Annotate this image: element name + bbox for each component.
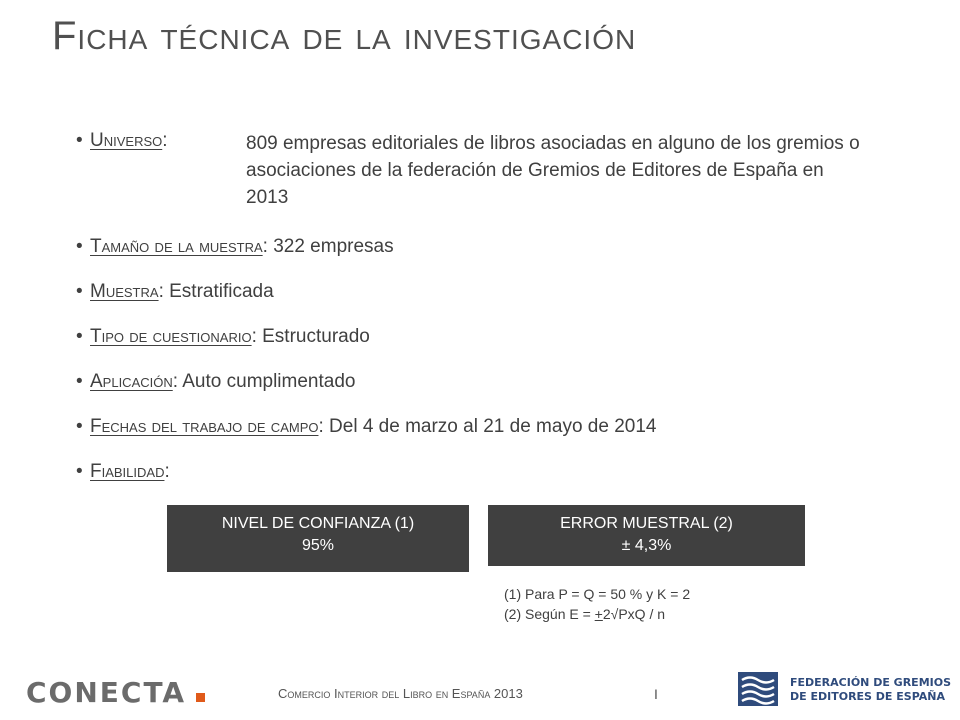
footnote-1: (1) Para P = Q = 50 % y K = 2 [504, 586, 691, 602]
value-tamano: : 322 empresas [262, 236, 394, 257]
label-fiabilidad: Fiabilidad [90, 461, 165, 482]
federation-logo-icon [738, 672, 778, 711]
label-muestra: Muestra [90, 281, 159, 302]
value-muestra: : Estratificada [158, 281, 274, 302]
conecta-logo: CONECTA [26, 676, 187, 709]
label-fechas: Fechas del trabajo de campo [90, 416, 319, 437]
label-tipo: Tipo de cuestionario [90, 326, 252, 347]
label-universo: Universo [90, 130, 163, 151]
page-title: Ficha técnica de la investigación [52, 14, 637, 58]
list-item-tamano [76, 236, 394, 258]
confidence-box [167, 505, 469, 572]
value-tipo: : Estructurado [251, 326, 370, 347]
footnote-2-post: 2√PxQ / n [602, 606, 666, 622]
footnote-2-pre: (2) Según E = [504, 606, 595, 622]
list-item-fechas [76, 416, 656, 438]
conecta-logo-square-icon [196, 693, 205, 702]
error-heading: ERROR MUESTRAL (2) [560, 515, 733, 532]
error-box [488, 505, 805, 566]
bullet-icon: • [76, 461, 83, 482]
label-universo-sep: : [162, 130, 168, 151]
label-aplicacion: Aplicación [90, 371, 173, 392]
bullet-icon: • [76, 416, 83, 437]
list-item-tipo [76, 326, 370, 348]
list-item-aplicacion [76, 371, 355, 393]
federation-name-line1: FEDERACIÓN DE GREMIOS [790, 676, 952, 689]
label-tamano: Tamaño de la muestra [90, 236, 263, 257]
bullet-icon: • [76, 130, 83, 151]
federation-name-line2: DE EDITORES DE ESPAÑA [790, 690, 945, 703]
confidence-value: 95% [301, 537, 335, 554]
value-fiabilidad: : [164, 461, 170, 482]
list-item-universo [76, 130, 860, 208]
value-aplicacion: : Auto cumplimentado [172, 371, 356, 392]
bullet-icon: • [76, 236, 83, 257]
footnote-2-plusminus: + [594, 606, 603, 622]
error-value: ± 4,3% [621, 537, 672, 554]
list-item-muestra [76, 281, 274, 303]
federation-name [790, 676, 951, 704]
confidence-heading: NIVEL DE CONFIANZA (1) [221, 515, 415, 532]
list-item-fiabilidad [76, 461, 170, 483]
bullet-icon: • [76, 326, 83, 347]
bullet-icon: • [76, 281, 83, 302]
bullet-icon: • [76, 371, 83, 392]
footnote-2 [504, 604, 690, 624]
universo-text: 809 empresas editoriales de libros asociadas en alguno de los gremios o asociaciones de la federación de Gremios de Editores de España en 2013 [246, 133, 860, 208]
page-mark: I [654, 686, 658, 702]
footnotes [504, 584, 690, 624]
value-fechas: : Del 4 de marzo al 21 de mayo de 2014 [318, 416, 657, 437]
footer-title: Comercio Interior del Libro en España 2013 [278, 686, 523, 701]
